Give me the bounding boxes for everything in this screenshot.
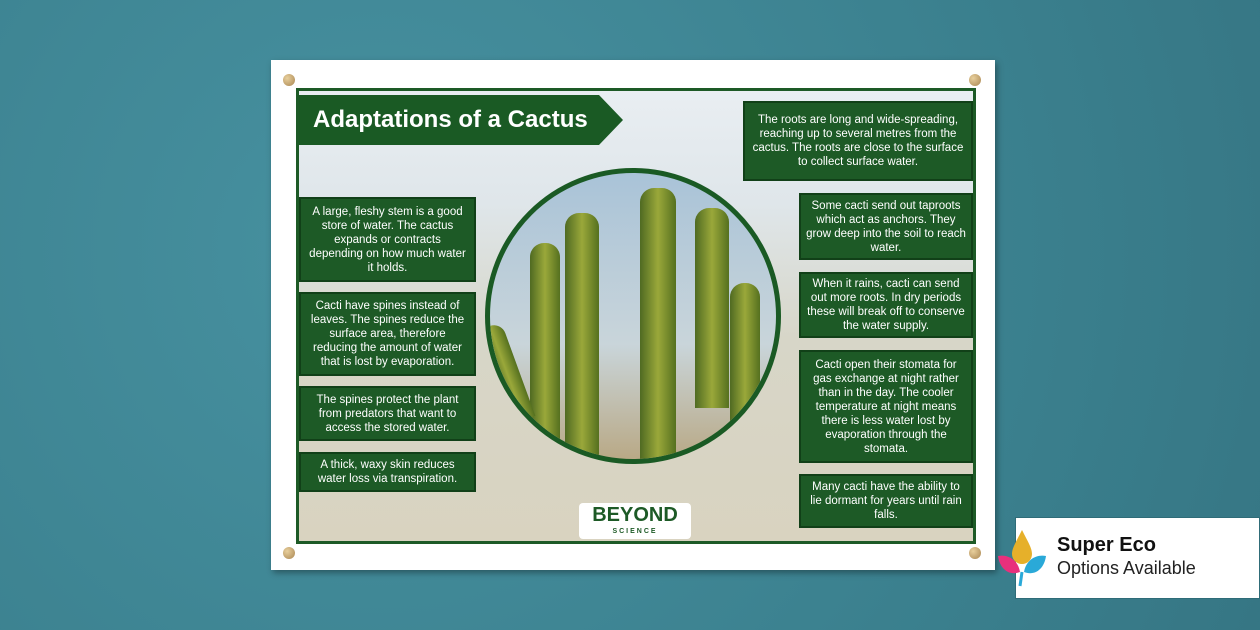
pin-icon [283, 74, 295, 86]
super-eco-badge [1015, 517, 1260, 599]
poster-panel [296, 88, 976, 544]
fact-box: Cacti open their stomata for gas exchange at night rather than in the day. The cooler temperature at night means there is less water lost by evaporation through the stomata. [799, 350, 973, 463]
badge-title: Super Eco [1057, 534, 1156, 556]
fact-box: Some cacti send out taproots which act as anchors. They grow deep into the soil to reach water. [799, 193, 973, 260]
poster-title: Adaptations of a Cactus [299, 95, 599, 145]
fact-box: When it rains, cacti can send out more roots. In dry periods these will break off to conserve the water supply. [799, 272, 973, 338]
pin-icon [969, 74, 981, 86]
logo-text: BEYOND [592, 504, 678, 526]
logo-subtext: SCIENCE [612, 528, 658, 535]
fact-box: The roots are long and wide-spreading, reaching up to several metres from the cactus. The roots are close to the surface to collect surface water. [743, 101, 973, 181]
fact-box: A thick, waxy skin reduces water loss via transpiration. [299, 452, 476, 492]
fact-box: A large, fleshy stem is a good store of water. The cactus expands or contracts depending on how much water it holds. [299, 197, 476, 282]
beyond-logo [579, 503, 691, 539]
fact-box: Many cacti have the ability to lie dormant for years until rain falls. [799, 474, 973, 528]
fact-box: Cacti have spines instead of leaves. The spines reduce the surface area, therefore reducing the amount of water that is lost by evaporation. [299, 292, 476, 376]
badge-subtitle: Options Available [1057, 558, 1196, 578]
pin-icon [283, 547, 295, 559]
cactus-photo [485, 168, 781, 464]
poster [271, 60, 995, 570]
eco-leaf-icon [994, 526, 1050, 590]
fact-box: The spines protect the plant from predators that want to access the stored water. [299, 386, 476, 441]
pin-icon [969, 547, 981, 559]
